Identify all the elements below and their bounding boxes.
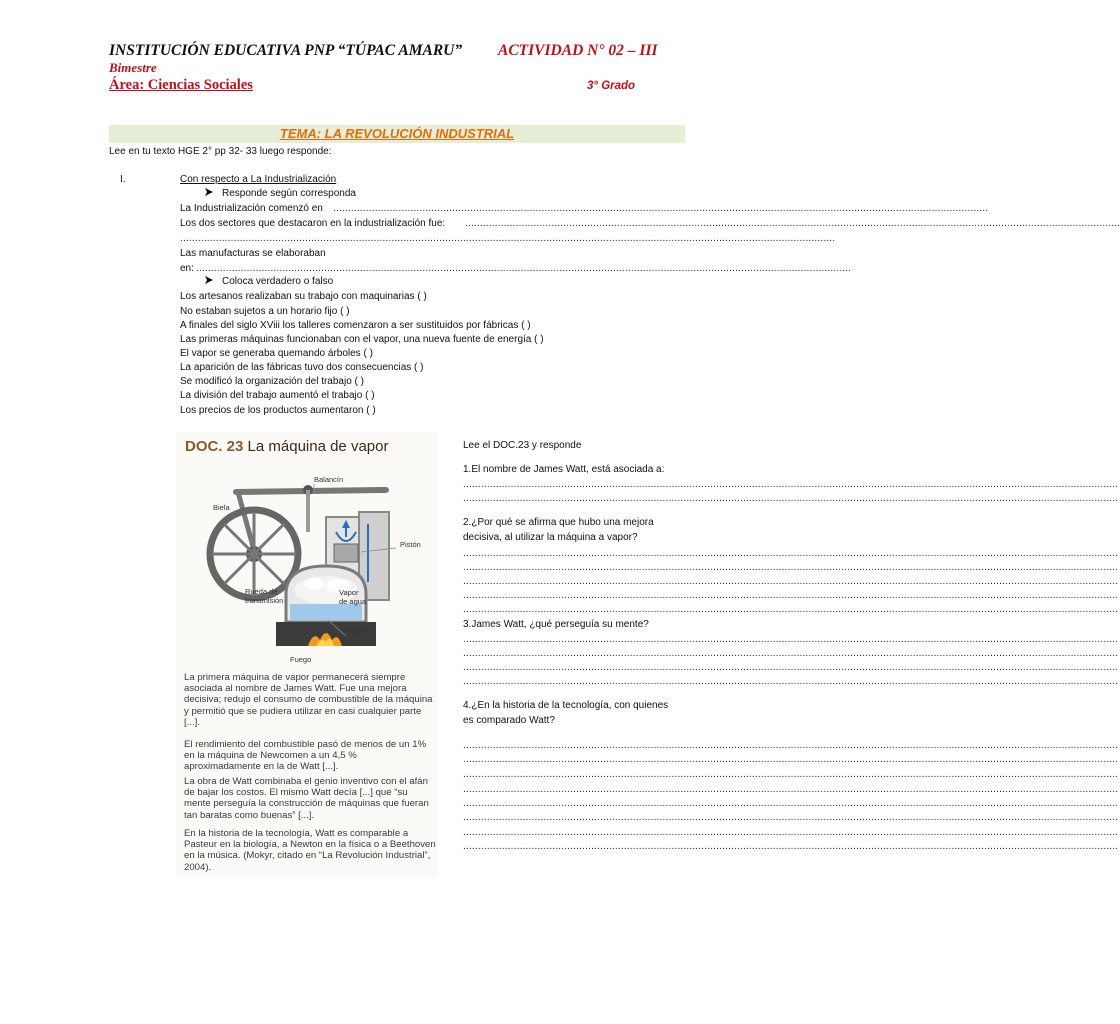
- question-2-line-2: decisiva, al utilizar la máquina a vapor?: [463, 532, 638, 543]
- instruction-respond-label: Responde según corresponda: [222, 188, 356, 199]
- answer-line[interactable]: ............................................................................................................................................................................................................................: [463, 827, 1119, 838]
- topic-title: TEMA: LA REVOLUCIÓN INDUSTRIAL: [279, 126, 515, 141]
- answer-line[interactable]: ............................................................................................................................................................................................................................: [196, 263, 852, 274]
- section-numeral: I.: [120, 174, 126, 185]
- instruction-true-false: [204, 274, 333, 289]
- question-2-line-1: 2.¿Por qué se afirma que hubo una mejora: [463, 517, 654, 528]
- answer-line[interactable]: ............................................................................................................................................................................................................................: [463, 769, 1119, 780]
- answer-line[interactable]: ............................................................................................................................................................................................................................: [465, 218, 1120, 229]
- bimester-label: Bimestre: [109, 60, 157, 75]
- answer-line[interactable]: ............................................................................................................................................................................................................................: [463, 604, 1119, 615]
- answer-line[interactable]: ............................................................................................................................................................................................................................: [463, 754, 1119, 765]
- arrow-bullet-icon: [204, 187, 214, 197]
- label-fuego: Fuego: [290, 655, 312, 664]
- question-industrialization-start: La Industrialización comenzó en: [180, 203, 323, 214]
- grade-label: 3° Grado: [587, 80, 636, 92]
- document-paragraph: En la historia de la tecnología, Watt es comparable a Pasteur en la biología, a Newton en la física o a Beethoven en la música. (Mokyr, citado en “La Revolución Industrial”, 2004).: [184, 828, 436, 873]
- tf-statement: Se modificó la organización del trabajo ( ): [180, 376, 364, 387]
- answer-line[interactable]: ............................................................................................................................................................................................................................: [463, 784, 1119, 795]
- document-paragraph: La primera máquina de vapor permanecerá siempre asociada al nombre de James Watt. Fue una mejora decisiva; redujo el consumo de combustible de la máquina y permitió que se pudiera utilizar en casi cualquier parte [...].: [184, 672, 433, 728]
- answer-line[interactable]: ............................................................................................................................................................................................................................: [463, 479, 1119, 490]
- document-paragraph: La obra de Watt combinaba el genio inventivo con el afán de bajar los costos. El mismo Watt decía [...] que “su mente perseguía la construcción de máquinas que fueran tan baratas como buenas” [...].: [184, 776, 429, 821]
- tf-statement: No estaban sujetos a un horario fijo ( ): [180, 306, 350, 317]
- answer-line[interactable]: ............................................................................................................................................................................................................................: [333, 203, 989, 214]
- question-4-line-1: 4.¿En la historia de la tecnología, con quienes: [463, 700, 669, 711]
- tf-statement: Los precios de los productos aumentaron ( ): [180, 405, 376, 416]
- answer-line[interactable]: ............................................................................................................................................................................................................................: [180, 233, 836, 244]
- answer-line[interactable]: ............................................................................................................................................................................................................................: [463, 634, 1119, 645]
- answer-line[interactable]: ............................................................................................................................................................................................................................: [463, 841, 1119, 852]
- activity-number: ACTIVIDAD N° 02 – III: [498, 42, 658, 59]
- arrow-bullet-icon: [204, 275, 214, 285]
- document-title: [185, 438, 388, 455]
- instruction-true-false-label: Coloca verdadero o falso: [222, 276, 334, 287]
- question-4-line-2: es comparado Watt?: [463, 715, 555, 726]
- tf-statement: El vapor se generaba quemando árboles ( ): [180, 348, 373, 359]
- document-title-text: La máquina de vapor: [247, 438, 389, 455]
- institution-title: INSTITUCIÓN EDUCATIVA PNP “TÚPAC AMARU”: [109, 42, 463, 59]
- tf-statement: La aparición de las fábricas tuvo dos consecuencias ( ): [180, 362, 424, 373]
- question-manufactures: Las manufacturas se elaboraban: [180, 248, 326, 259]
- answer-line[interactable]: ............................................................................................................................................................................................................................: [463, 798, 1119, 809]
- answer-line[interactable]: ............................................................................................................................................................................................................................: [463, 590, 1119, 601]
- document-paragraph: El rendimiento del combustible pasó de menos de un 1% en la máquina de Newcomen a un 4,5 % aproximadamente en la de Watt [...].: [184, 739, 427, 773]
- steam-engine-illustration: [196, 462, 446, 664]
- answer-line[interactable]: ............................................................................................................................................................................................................................: [463, 740, 1119, 751]
- label-piston: Pistón: [400, 540, 421, 549]
- answer-line[interactable]: ............................................................................................................................................................................................................................: [463, 562, 1119, 573]
- area-label: Área: Ciencias Sociales: [109, 77, 253, 93]
- answer-line[interactable]: ............................................................................................................................................................................................................................: [463, 662, 1119, 673]
- tf-statement: Los artesanos realizaban su trabajo con maquinarias ( ): [180, 291, 427, 302]
- questions-intro: Lee el DOC.23 y responde: [463, 440, 582, 451]
- question-manufactures-en: en:: [180, 263, 194, 274]
- answer-line[interactable]: ............................................................................................................................................................................................................................: [463, 548, 1119, 559]
- document-number: DOC. 23: [185, 438, 244, 455]
- intro-text: Lee en tu texto HGE 2° pp 32- 33 luego responde:: [109, 146, 332, 157]
- tf-statement: Las primeras máquinas funcionaban con el vapor, una nueva fuente de energía ( ): [180, 334, 544, 345]
- label-vapor-1: Vapor: [339, 588, 359, 597]
- tf-statement: A finales del siglo XViii los talleres comenzaron a ser sustituidos por fábricas ( ): [180, 320, 531, 331]
- answer-line[interactable]: ............................................................................................................................................................................................................................: [463, 493, 1119, 504]
- label-agua: Agua: [347, 626, 365, 635]
- answer-line[interactable]: ............................................................................................................................................................................................................................: [463, 648, 1119, 659]
- tf-statement: La división del trabajo aumentó el trabajo ( ): [180, 390, 375, 401]
- answer-line[interactable]: ............................................................................................................................................................................................................................: [463, 812, 1119, 823]
- question-3: 3.James Watt, ¿qué perseguía su mente?: [463, 619, 649, 630]
- instruction-respond: [204, 186, 356, 201]
- answer-line[interactable]: ............................................................................................................................................................................................................................: [463, 676, 1119, 687]
- question-1: 1.El nombre de James Watt, está asociada a:: [463, 464, 665, 475]
- answer-line[interactable]: ............................................................................................................................................................................................................................: [463, 576, 1119, 587]
- section-heading: Con respecto a La Industrialización: [180, 174, 337, 185]
- label-rueda-2: transmisión: [245, 596, 284, 605]
- label-balancin: Balancín: [314, 475, 344, 484]
- label-biela: Biela: [213, 503, 230, 512]
- question-sectors: Los dos sectores que destacaron en la industrialización fue:: [180, 218, 446, 229]
- label-vapor-2: de agua: [339, 597, 367, 606]
- label-rueda-1: Rueda de: [245, 587, 278, 596]
